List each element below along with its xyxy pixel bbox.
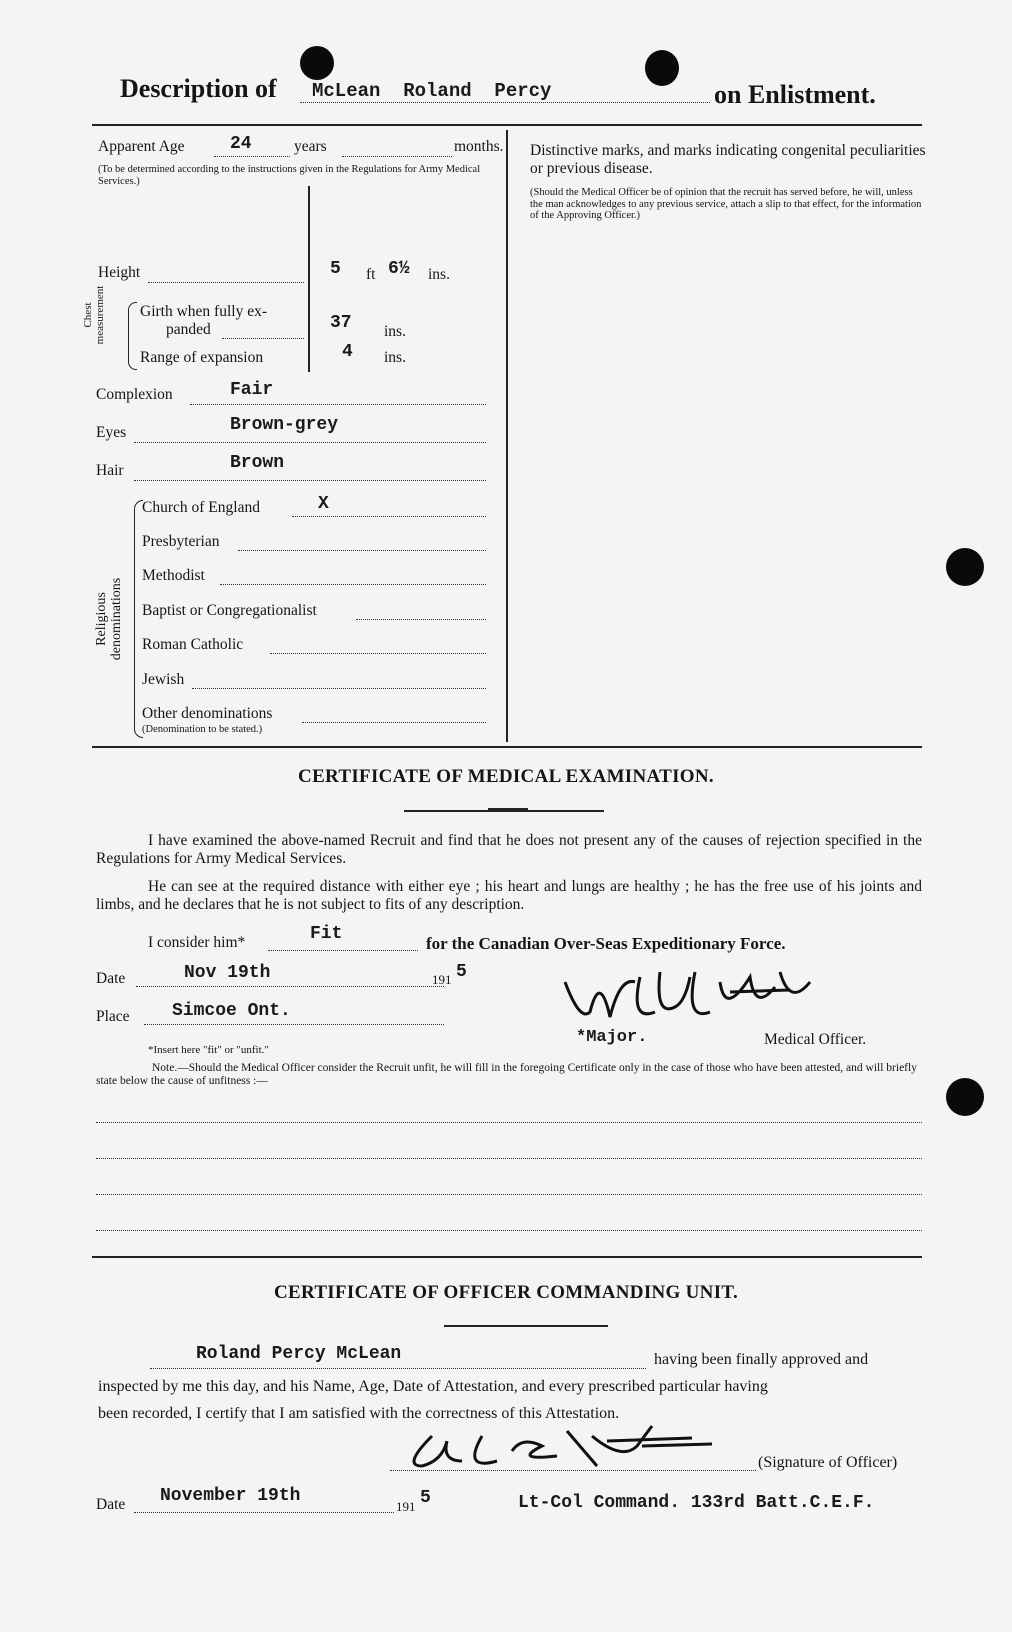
header-rule [92, 124, 922, 126]
religious-denominations-label: Religious denominations [94, 577, 124, 661]
punch-hole-right-middle [946, 548, 984, 586]
fitness-line [268, 950, 418, 951]
height-label: Height [98, 264, 141, 281]
medical-certificate-title: CERTIFICATE OF MEDICAL EXAMINATION. [298, 766, 714, 787]
commanding-date-label: Date [96, 1496, 126, 1513]
girth-line [222, 338, 304, 339]
header-description-of: Description of [120, 74, 277, 103]
commanding-certificate-title: CERTIFICATE OF OFFICER COMMANDING UNIT. [273, 1282, 739, 1303]
age-box-vertical-line [308, 186, 310, 372]
unfitness-line-2 [96, 1158, 922, 1159]
religion-presbyterian: Presbyterian [142, 533, 220, 550]
distinctive-marks-heading: Distinctive marks, and marks indicating congenital peculiarities or previous disease. [530, 142, 926, 177]
range-value: 4 [342, 342, 353, 362]
commanding-officer-title: Lt-Col Command. 133rd Batt.C.E.F. [518, 1493, 875, 1513]
hair-value: Brown [230, 453, 285, 473]
methodist-line [220, 584, 486, 585]
expeditionary-force-label: for the Canadian Over-Seas Expeditionary Force. [426, 934, 786, 953]
medical-date-label: Date [96, 970, 126, 987]
baptist-line [356, 619, 486, 620]
header-recruit-name: McLean Roland Percy [312, 80, 552, 102]
punch-hole-right-lower [946, 1078, 984, 1116]
consider-him-label: I consider him* [148, 934, 246, 951]
eyes-line [134, 442, 486, 443]
commanding-line-2: inspected by me this day, and his Name, Age, Date of Attestation, and every prescribed particular having [98, 1378, 768, 1395]
age-value: 24 [230, 134, 252, 154]
complexion-value: Fair [230, 380, 274, 400]
commanding-officer-signature [392, 1416, 722, 1487]
hair-label: Hair [96, 462, 124, 479]
commanding-line-3: been recorded, I certify that I am satisfied with the correctness of this Attestation. [98, 1405, 620, 1422]
fitness-value: Fit [310, 924, 343, 944]
commanding-date-line [134, 1512, 394, 1513]
other-denomination-note: (Denomination to be stated.) [142, 724, 263, 735]
height-feet-value: 5 [330, 259, 341, 279]
girth-label-line1: Girth when fully ex- [140, 303, 267, 320]
medical-date-value: Nov 19th [184, 963, 271, 983]
months-line [342, 156, 452, 157]
medical-note: Note.—Should the Medical Officer consider the Recruit unfit, he will fill in the foregoing Certificate only in the case of those who have been attested, and will briefly state below the cause of unfitness :— [96, 1062, 917, 1087]
commanding-title-rule [444, 1325, 608, 1327]
height-inches-value: 6½ [388, 259, 410, 279]
medical-paragraph-2: He can see at the required distance with either eye ; his heart and lungs are healthy ; he has the free use of his joints and limbs, and he declares that he is not subject to fits of any description. [96, 878, 922, 913]
medical-title-rule-center [488, 808, 528, 812]
inches-label: ins. [428, 266, 450, 283]
medical-year-suffix: 5 [456, 962, 467, 982]
header-on-enlistment: on Enlistment. [714, 80, 876, 109]
medical-officer-rank: *Major. [576, 1028, 648, 1047]
punch-hole-top-right [645, 50, 679, 86]
church-of-england-mark: X [318, 494, 329, 514]
church-of-england-line [292, 516, 486, 517]
religion-church-of-england: Church of England [142, 499, 260, 516]
signature-of-officer-label: (Signature of Officer) [758, 1454, 898, 1471]
medical-year-prefix: 191 [432, 972, 452, 987]
height-line [148, 282, 304, 283]
unfitness-line-1 [96, 1122, 922, 1123]
hair-line [134, 480, 486, 481]
column-divider [506, 130, 508, 742]
commanding-year-prefix: 191 [396, 1499, 416, 1514]
jewish-line [192, 688, 486, 689]
medical-officer-label: Medical Officer. [764, 1031, 867, 1048]
religion-other: Other denominations [142, 705, 273, 722]
unfitness-line-4 [96, 1230, 922, 1231]
feet-label: ft [366, 266, 376, 283]
months-label: months. [454, 138, 504, 155]
medical-paragraph-1: I have examined the above-named Recruit and find that he does not present any of the causes of rejection specified in the Regulations for Army Medical Services. [96, 832, 922, 867]
girth-value: 37 [330, 313, 352, 333]
medical-signature-scribble [560, 962, 830, 1032]
eyes-label: Eyes [96, 424, 127, 441]
apparent-age-label: Apparent Age [98, 138, 185, 155]
girth-unit: ins. [384, 323, 406, 340]
place-line [144, 1024, 444, 1025]
medical-date-line [136, 986, 444, 987]
distinctive-marks-note: (Should the Medical Officer be of opinion that the recruit has served before, he will, unless the man acknowledges to any previous service, attach a slip to that effect, for the information of the Approving Officer.) [530, 187, 922, 221]
religion-baptist: Baptist or Congregationalist [142, 602, 317, 619]
presbyterian-line [238, 550, 486, 551]
complexion-line [190, 404, 486, 405]
other-line [302, 722, 486, 723]
complexion-label: Complexion [96, 386, 173, 403]
years-label: years [294, 138, 327, 155]
range-unit: ins. [384, 349, 406, 366]
commanding-line-1: having been finally approved and [654, 1351, 869, 1368]
commanding-date-value: November 19th [160, 1486, 301, 1506]
religion-methodist: Methodist [142, 567, 205, 584]
header-name-line [300, 102, 710, 103]
religion-jewish: Jewish [142, 671, 185, 688]
signature-line [390, 1470, 756, 1471]
chest-measurement-label: Chest measurement [82, 285, 106, 345]
insert-fit-note: *Insert here "fit" or "unfit." [148, 1044, 269, 1056]
commanding-recruit-name: Roland Percy McLean [196, 1344, 402, 1364]
roman-catholic-line [270, 653, 486, 654]
range-label: Range of expansion [140, 349, 264, 366]
eyes-value: Brown-grey [230, 415, 339, 435]
age-instruction-note: (To be determined according to the instructions given in the Regulations for Army Medical Services.) [98, 164, 481, 187]
punch-hole-top-left [300, 46, 334, 80]
section-rule-2 [92, 1256, 922, 1258]
commanding-signature-scribble [392, 1416, 722, 1476]
commanding-name-line [150, 1368, 646, 1369]
religion-roman-catholic: Roman Catholic [142, 636, 244, 653]
age-line [214, 156, 290, 157]
unfitness-line-3 [96, 1194, 922, 1195]
girth-label-line2: panded [166, 321, 211, 338]
commanding-year-suffix: 5 [420, 1488, 431, 1508]
chest-brace [128, 302, 137, 370]
section-rule-1 [92, 746, 922, 748]
place-value: Simcoe Ont. [172, 1001, 291, 1021]
place-label: Place [96, 1008, 130, 1025]
